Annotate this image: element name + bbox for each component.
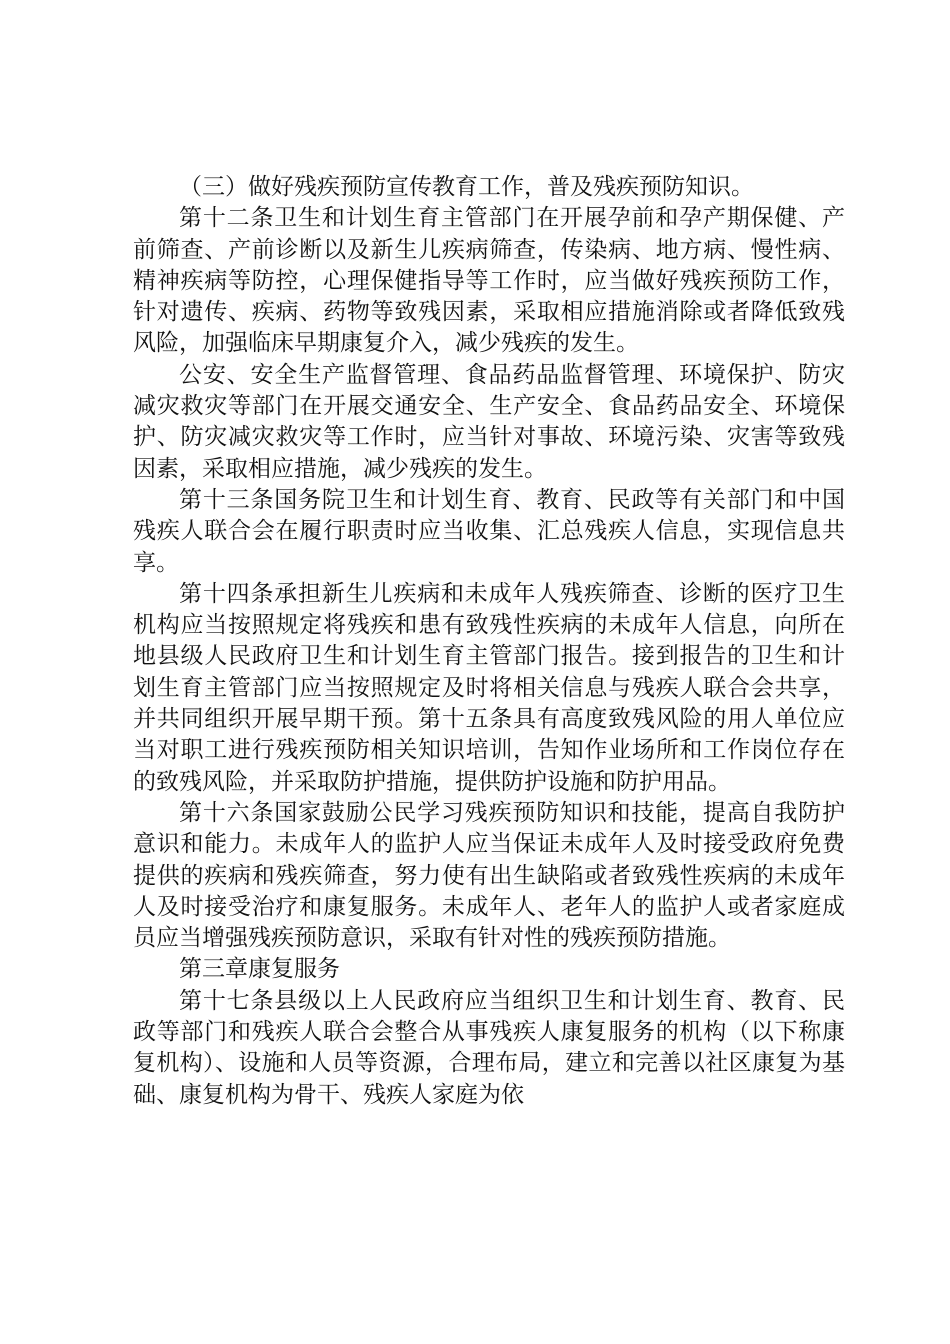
document-body <box>133 172 845 1111</box>
paragraph-article-12-second: 公安、安全生产监督管理、食品药品监督管理、环境保护、防灾减灾救灾等部门在开展交通安全、生产安全、食品药品安全、环境保护、防灾减灾救灾等工作时，应当针对事故、环境污染、灾害等致残因素，采取相应措施，减少残疾的发生。 <box>133 361 845 482</box>
paragraph-article-12: 第十二条卫生和计划生育主管部门在开展孕前和孕产期保健、产前筛查、产前诊断以及新生儿疾病筛查，传染病、地方病、慢性病、精神疾病等防控，心理保健指导等工作时，应当做好残疾预防工作，针对遗传、疾病、药物等致残因素，采取相应措施消除或者降低致残风险，加强临床早期康复介入，减少残疾的发生。 <box>133 205 845 357</box>
paragraph-section-3: （三）做好残疾预防宣传教育工作，普及残疾预防知识。 <box>179 174 754 200</box>
paragraph-article-13: 第十三条国务院卫生和计划生育、教育、民政等有关部门和中国残疾人联合会在履行职责时应当收集、汇总残疾人信息，实现信息共享。 <box>133 486 845 576</box>
paragraph-article-16: 第十六条国家鼓励公民学习残疾预防知识和技能，提高自我防护意识和能力。未成年人的监护人应当保证未成年人及时接受政府免费提供的疾病和残疾筛查，努力使有出生缺陷或者致残性疾病的未成年人及时接受治疗和康复服务。未成年人、老年人的监护人或者家庭成员应当增强残疾预防意识，采取有针对性的残疾预防措施。 <box>133 799 845 952</box>
paragraph-article-14-15: 第十四条承担新生儿疾病和未成年人残疾筛查、诊断的医疗卫生机构应当按照规定将残疾和患有致残性疾病的未成年人信息，向所在地县级人民政府卫生和计划生育主管部门报告。接到报告的卫生和计划生育主管部门应当按照规定及时将相关信息与残疾人联合会共享，并共同组织开展早期干预。第十五条具有高度致残风险的用人单位应当对职工进行残疾预防相关知识培训，告知作业场所和工作岗位存在的致残风险，并采取防护措施，提供防护设施和防护用品。 <box>133 580 845 795</box>
paragraph-article-17: 第十七条县级以上人民政府应当组织卫生和计划生育、教育、民政等部门和残疾人联合会整合从事残疾人康复服务的机构（以下称康复机构）、设施和人员等资源，合理布局，建立和完善以社区康复为基础、康复机构为骨干、残疾人家庭为依 <box>133 987 845 1108</box>
chapter-heading: 第三章康复服务 <box>179 956 340 983</box>
